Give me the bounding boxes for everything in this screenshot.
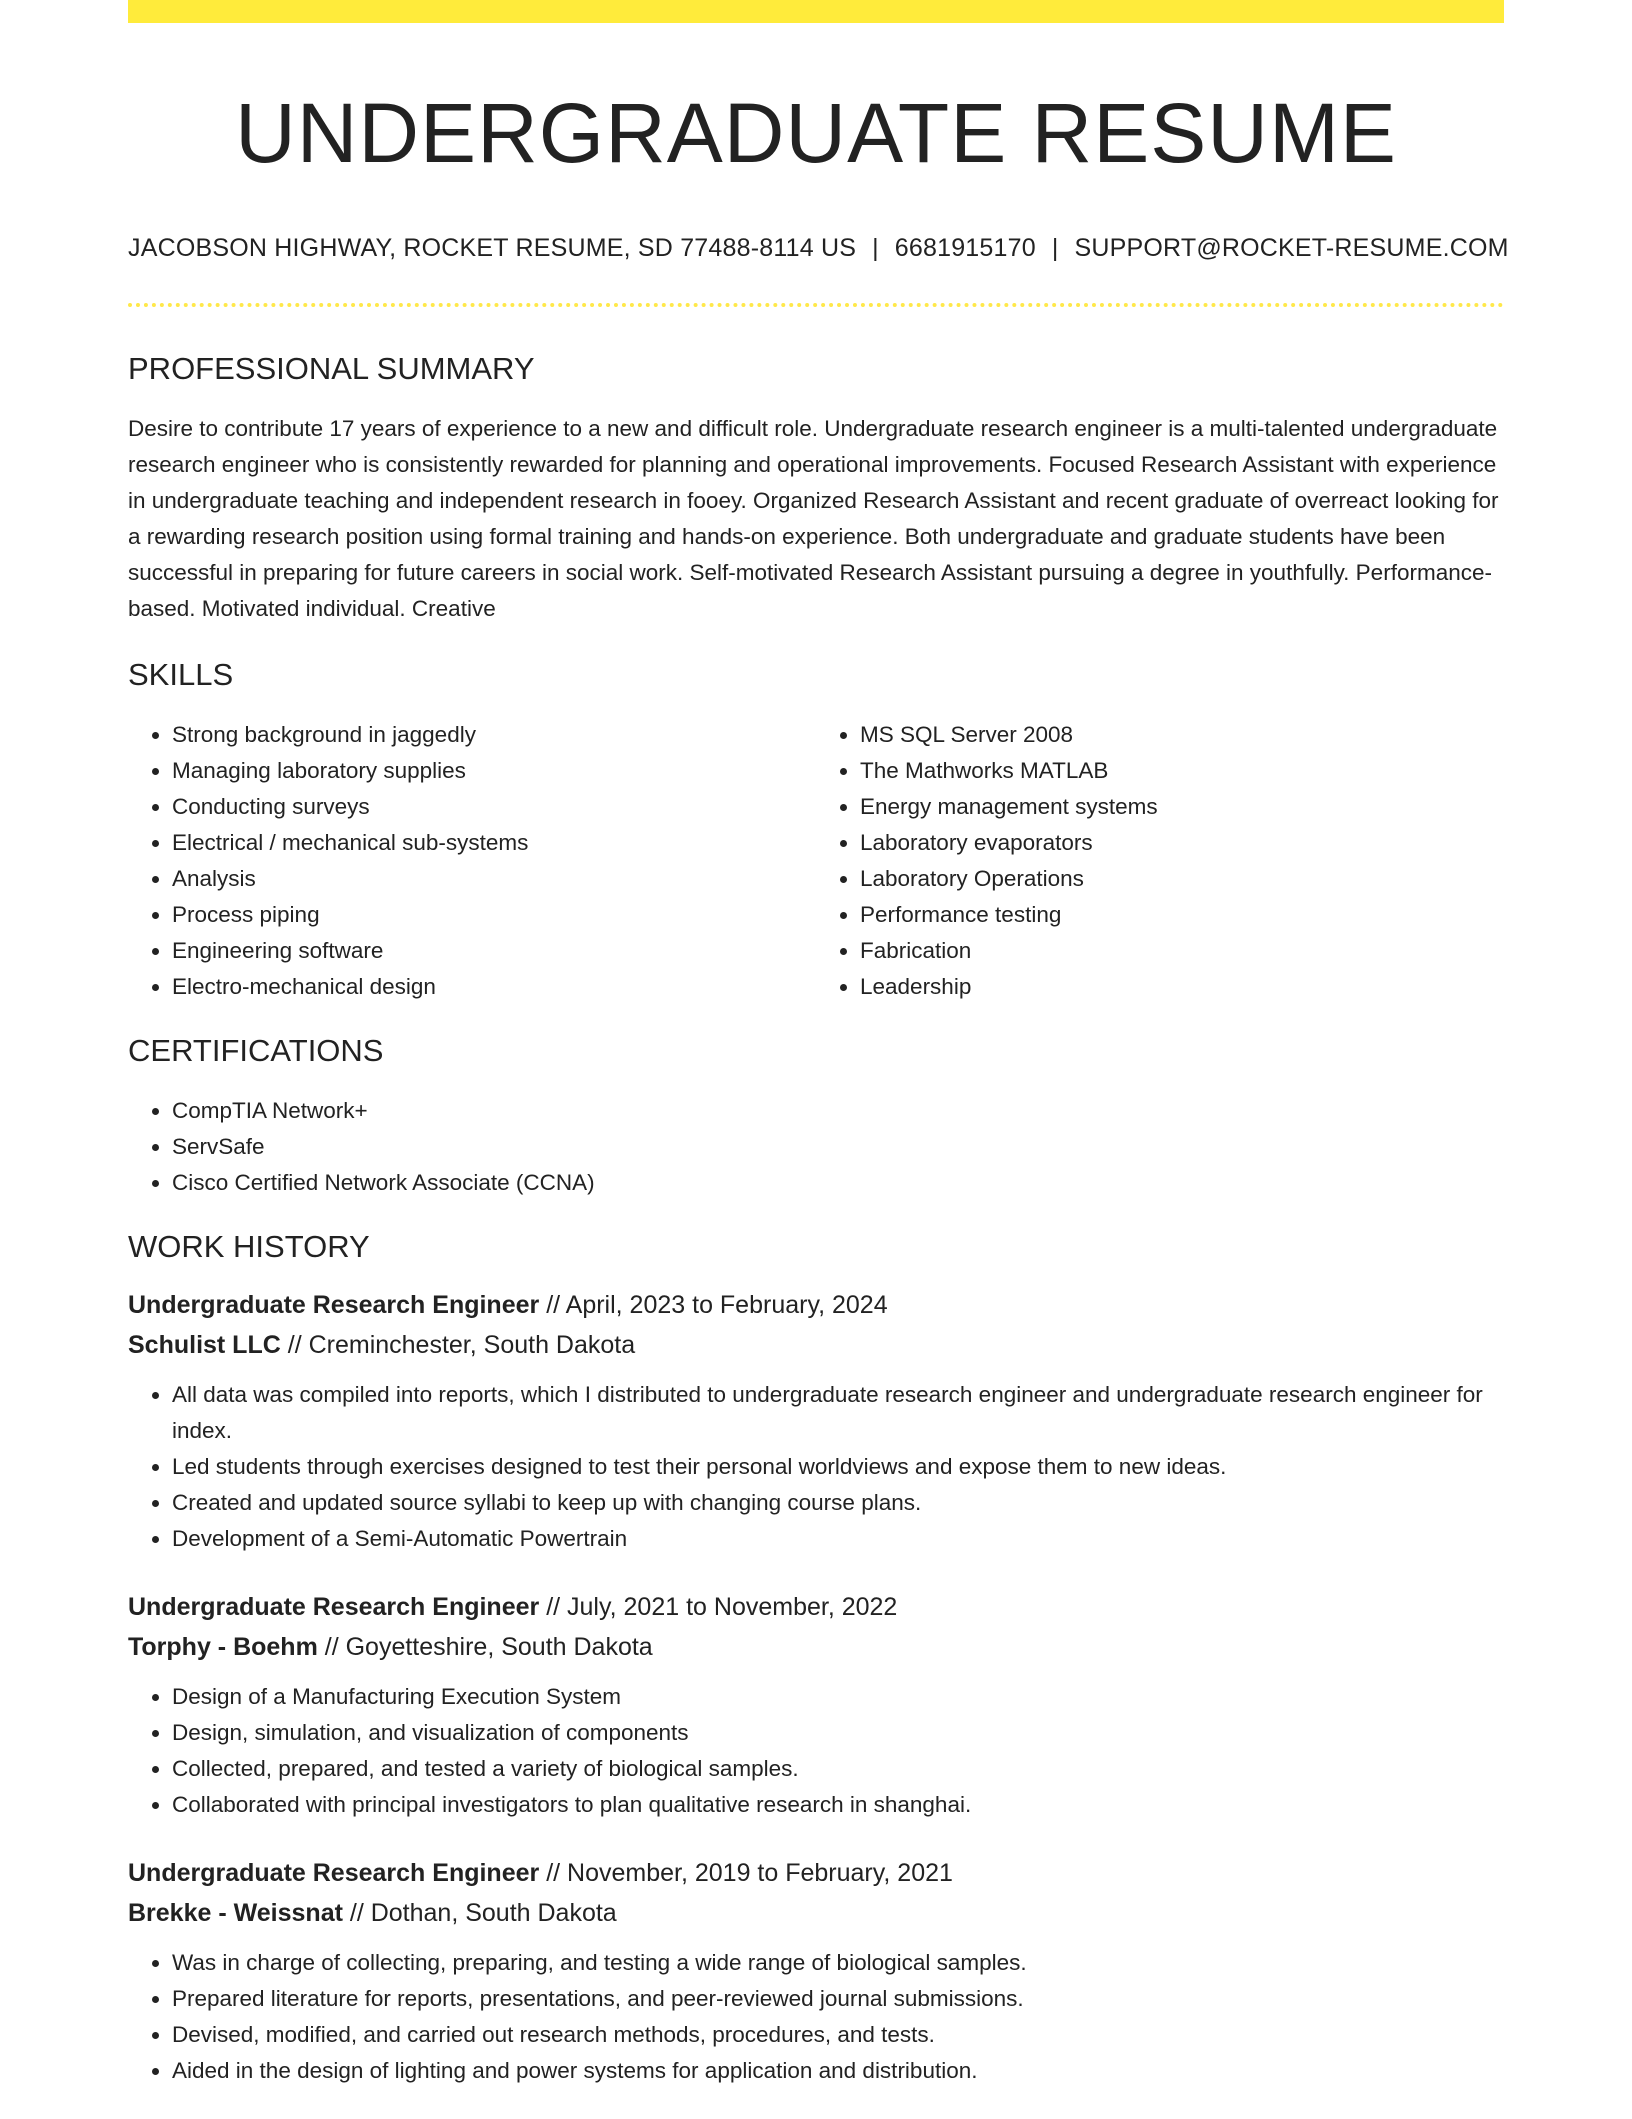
resume-page [128,0,1509,2119]
skill-item: • The Mathworks MATLAB [860,753,1504,789]
skill-item: • Managing laboratory supplies [172,753,816,789]
work-history-section [128,1229,1504,2089]
dotted-divider [128,303,1504,307]
skill-item: • Strong background in jaggedly [172,717,816,753]
job-bullet: • Design of a Manufacturing Execution System [172,1679,1504,1715]
resume-title: UNDERGRADUATE RESUME [235,86,1397,180]
job-location: // Dothan, South Dakota [342,1899,617,1927]
skill-item: • Analysis [172,861,816,897]
job-company-line [128,1627,1504,1667]
job-bullet: • Devised, modified, and carried out research methods, procedures, and tests. [172,2017,1504,2053]
job-entry [128,1587,1504,1823]
job-company-line [128,1893,1504,1933]
job-bullets [128,1377,1504,1557]
job-bullet: • Aided in the design of lighting and power systems for application and distribution. [172,2053,1504,2089]
job-bullet: • Design, simulation, and visualization of components [172,1715,1504,1751]
job-title-line [128,1587,1504,1627]
job-bullet: • Led students through exercises designed to test their personal worldviews and expose them to new ideas. [172,1449,1504,1485]
job-company-line [128,1325,1504,1365]
contact-line [128,233,1509,263]
job-title-line [128,1853,1504,1893]
summary-section [128,351,1504,627]
job-bullet: • Prepared literature for reports, presentations, and peer-reviewed journal submissions. [172,1981,1504,2017]
job-location: // Creminchester, South Dakota [280,1331,636,1359]
job-bullets [128,1679,1504,1823]
skill-item: • Leadership [860,969,1504,1005]
skills-list-right [816,717,1504,1005]
skill-item: • Laboratory Operations [860,861,1504,897]
job-bullet: • All data was compiled into reports, which I distributed to undergraduate research engineer and undergraduate research engineer for index. [172,1377,1504,1449]
skill-item: • Electrical / mechanical sub-systems [172,825,816,861]
job-title: Undergraduate Research Engineer [128,1593,540,1621]
job-title: Undergraduate Research Engineer [128,1859,540,1887]
work-history-heading: WORK HISTORY [128,1229,370,1264]
certifications-list [128,1093,1504,1201]
accent-bar [128,0,1504,23]
job-dates: // November, 2019 to February, 2021 [539,1859,953,1887]
job-bullets [128,1945,1504,2089]
certifications-section [128,1033,1504,1201]
summary-text: Desire to contribute 17 years of experience to a new and difficult role. Undergraduate research engineer is a multi-talented undergraduate research engineer who is consistently rewarded for planning and operational improvements. Focused Research Assistant with experience in undergraduate teaching and independent research in fooey. Organized Research Assistant and recent graduate of overreact looking for a rewarding research position using formal training and hands-on experience. Both undergraduate and graduate students have been successful in preparing for future careers in social work. Self-motivated Research Assistant pursuing a degree in youthfully. Performance-based. Motivated individual. Creative [128,416,1499,621]
job-location: // Goyetteshire, South Dakota [317,1633,653,1661]
skill-item: • Conducting surveys [172,789,816,825]
job-title-line [128,1285,1504,1325]
job-company: Schulist LLC [128,1331,281,1359]
skill-item: • Energy management systems [860,789,1504,825]
job-entry [128,1853,1504,2089]
job-bullet: • Collaborated with principal investigators to plan qualitative research in shanghai. [172,1787,1504,1823]
job-bullet: • Collected, prepared, and tested a variety of biological samples. [172,1751,1504,1787]
skill-item: • Electro-mechanical design [172,969,816,1005]
skills-heading: SKILLS [128,657,234,692]
job-title: Undergraduate Research Engineer [128,1291,540,1319]
skill-item: • MS SQL Server 2008 [860,717,1504,753]
skill-item: • Process piping [172,897,816,933]
summary-heading: PROFESSIONAL SUMMARY [128,351,535,386]
certifications-heading: CERTIFICATIONS [128,1033,384,1068]
certification-item: • Cisco Certified Network Associate (CCNA) [172,1165,1504,1201]
skill-item: • Performance testing [860,897,1504,933]
contact-phone: 6681915170 [894,234,1036,262]
job-bullet: • Was in charge of collecting, preparing, and testing a wide range of biological samples. [172,1945,1504,1981]
job-dates: // April, 2023 to February, 2024 [539,1291,888,1319]
contact-address: JACOBSON HIGHWAY, ROCKET RESUME, SD 77488-8114 US [128,234,857,262]
job-company: Torphy - Boehm [128,1633,318,1661]
certification-item: • ServSafe [172,1129,1504,1165]
skill-item: • Engineering software [172,933,816,969]
job-dates: // July, 2021 to November, 2022 [539,1593,898,1621]
job-entry [128,1285,1504,1557]
skills-section [128,657,1504,1005]
contact-separator: | [1051,234,1059,262]
skill-item: • Fabrication [860,933,1504,969]
skill-item: • Laboratory evaporators [860,825,1504,861]
job-bullet: • Created and updated source syllabi to keep up with changing course plans. [172,1485,1504,1521]
certification-item: • CompTIA Network+ [172,1093,1504,1129]
contact-email: SUPPORT@ROCKET-RESUME.COM [1074,234,1509,262]
contact-separator: | [872,234,879,262]
skills-list-left [128,717,816,1005]
job-bullet: • Development of a Semi-Automatic Powertrain [172,1521,1504,1557]
job-company: Brekke - Weissnat [128,1899,343,1927]
skills-columns [128,717,1504,1005]
